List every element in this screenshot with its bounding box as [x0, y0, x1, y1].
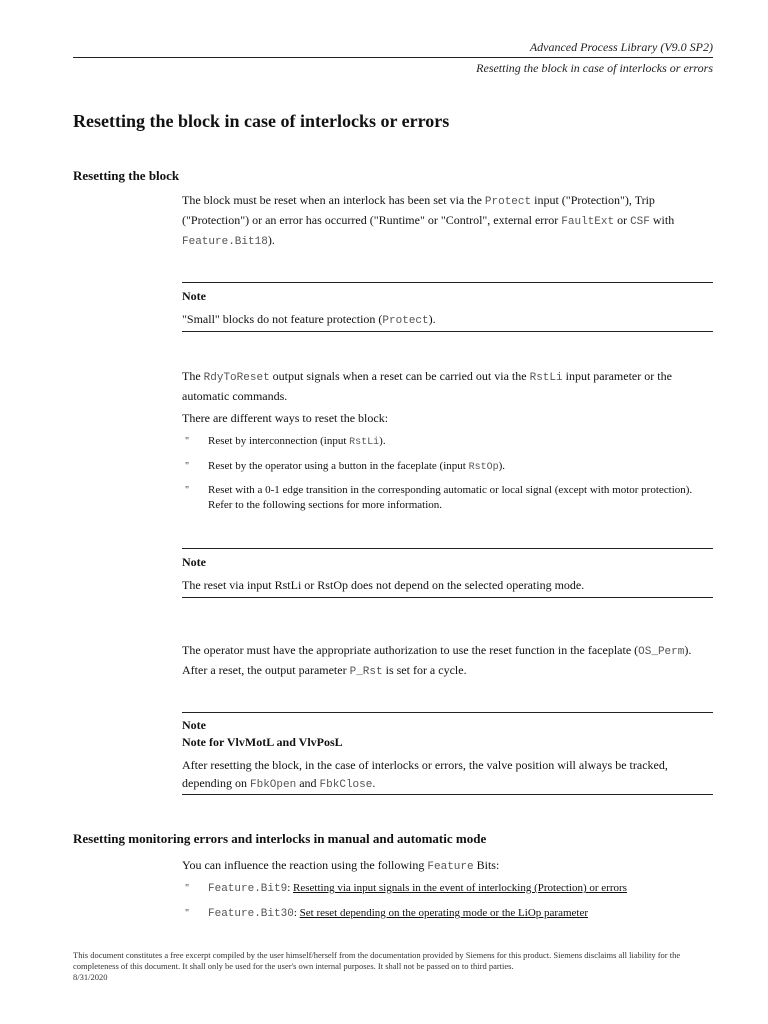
section-heading-resetting-block: Resetting the block: [73, 168, 180, 183]
bullet-marker: ": [185, 436, 190, 447]
running-header-section: Resetting the block in case of interlocks or errors: [476, 61, 713, 75]
note-text: "Small" blocks do not feature protection (Protect).: [182, 312, 436, 327]
feature-bits-list: " Feature.Bit9: Resetting via input signals in the event of interlocking (Protection) or errors " Feature.Bit30: Set reset depending on the operating mode or the LiOp parameter: [185, 882, 627, 920]
footer-date: 8/31/2020: [73, 972, 108, 982]
note-text: The reset via input RstLi or RstOp does not depend on the selected operating mode.: [182, 578, 585, 592]
bullet-marker: ": [185, 461, 190, 472]
paragraph-rdytoreset: The RdyToReset output signals when a reset can be carried out via the RstLi input parameter or the automatic commands.: [182, 369, 672, 403]
running-header-title: Advanced Process Library (V9.0 SP2): [529, 40, 713, 54]
note-title: Note: [182, 555, 206, 569]
section-heading-monitoring-errors: Resetting monitoring errors and interlocks in manual and automatic mode: [73, 831, 487, 846]
note-title: Note: [182, 289, 206, 303]
note-box-operating-mode: [182, 548, 713, 598]
bullet-marker: ": [185, 485, 190, 496]
footer-disclaimer: This document constitutes a free excerpt compiled by the user himself/herself from the documentation provided by Siemens for this product. Siemens disclaims all liability for the completeness of this document. It shall only be used for the user's own internal purposes. It shall not be passed on to third parties.: [73, 950, 681, 971]
note-subtitle: Note for VlvMotL and VlvPosL: [182, 735, 343, 749]
note-box-small-blocks: [182, 282, 713, 332]
header-divider: [73, 57, 713, 58]
note-box-vlvmotl-vlvposl: [182, 712, 713, 795]
page-footer: [73, 950, 714, 983]
note-title: Note: [182, 718, 206, 732]
paragraph-feature-bits: You can influence the reaction using the following Feature Bits:: [182, 858, 500, 873]
link-feature-bit30[interactable]: Set reset depending on the operating mode or the LiOp parameter: [299, 907, 588, 919]
paragraph-ways-to-reset: There are different ways to reset the block:: [182, 411, 389, 425]
link-feature-bit9[interactable]: Resetting via input signals in the event of interlocking (Protection) or errors: [293, 882, 627, 894]
bullet-marker: ": [185, 908, 190, 919]
paragraph-reset-intro: The block must be reset when an interlock has been set via the Protect input ("Protection"), Trip ("Protection") or an error has occurred ("Runtime" or "Control", external error FaultExt or CSF with Feature.Bit18).: [182, 193, 675, 248]
bullet-marker: ": [185, 883, 190, 894]
note-text: After resetting the block, in the case of interlocks or errors, the valve position will always be tracked, depending on FbkOpen and FbkClose.: [182, 758, 668, 791]
page-title: Resetting the block in case of interlocks or errors: [73, 111, 450, 131]
paragraph-authorization: The operator must have the appropriate authorization to use the reset function in the faceplate (OS_Perm). After a reset, the output parameter P_Rst is set for a cycle.: [182, 643, 692, 678]
reset-methods-list: " Reset by interconnection (input RstLi). " Reset by the operator using a button in the faceplate (input RstOp). " Reset with a 0-1 edge transition in the corresponding automatic or local signal (except with motor protection). Refer to the following sections for more information.: [185, 435, 693, 511]
